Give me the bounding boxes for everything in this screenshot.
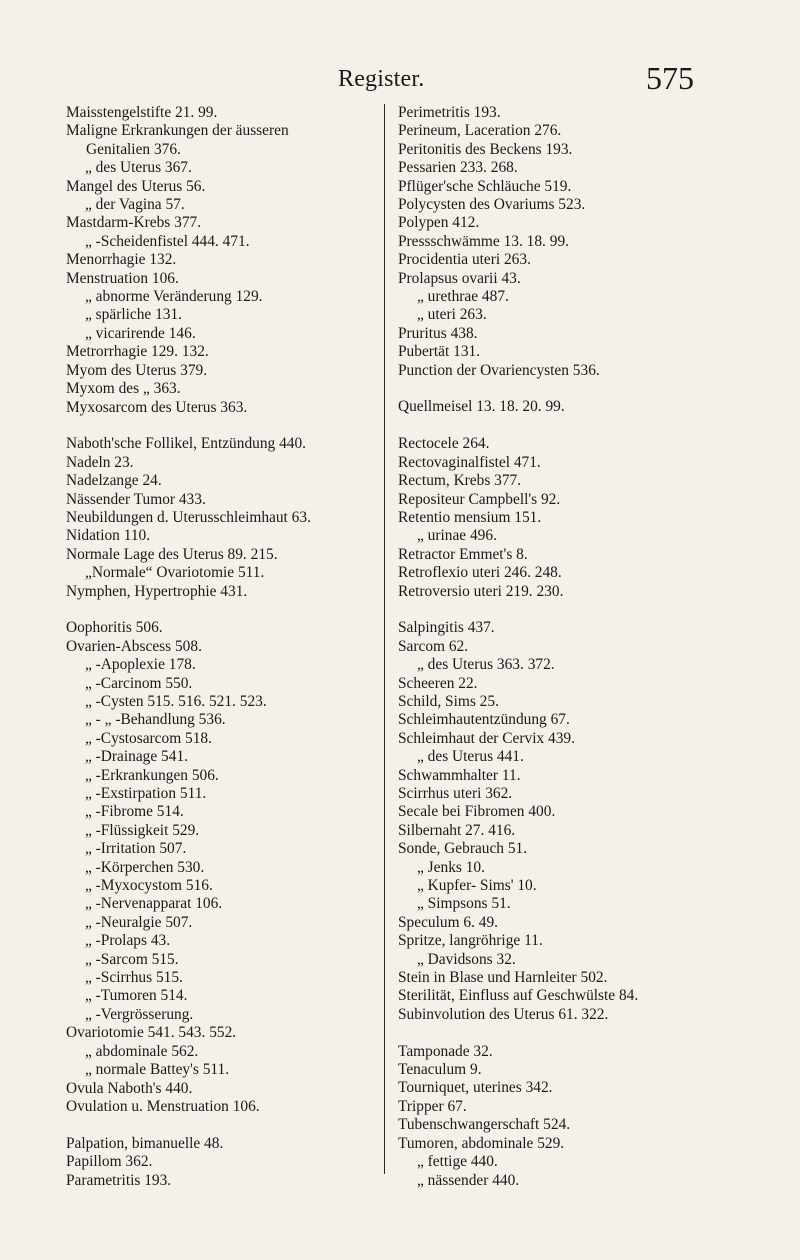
index-entry: Normale Lage des Uterus 89. 215.	[66, 545, 278, 563]
index-entry: Scheeren 22.	[398, 674, 478, 692]
index-group-n	[66, 435, 386, 601]
index-entry: Sonde, Gebrauch 51.	[398, 840, 528, 858]
index-entry: „ fettige 440.	[417, 1153, 498, 1171]
index-entry: „ -Erkrankungen 506.	[85, 766, 219, 784]
index-entry: „ -Myxocystom 516.	[85, 877, 213, 895]
index-entry: „ -Nervenapparat 106.	[85, 895, 223, 913]
index-entry: Myxom des „ 363.	[66, 380, 181, 398]
index-entry: „ -Cysten 515. 516. 521. 523.	[85, 692, 267, 710]
index-entry: „ normale Battey's 511.	[85, 1061, 230, 1079]
index-entry: Sterilität, Einfluss auf Geschwülste 84.	[398, 987, 639, 1005]
index-entry: Punction der Ovariencysten 536.	[398, 361, 600, 379]
index-entry: „ -Tumoren 514.	[85, 987, 188, 1005]
index-entry: „ abnorme Veränderung 129.	[85, 288, 263, 306]
index-group-m	[66, 104, 386, 417]
index-entry: Neubildungen d. Uterusschleimhaut 63.	[66, 508, 311, 526]
left-column	[66, 104, 386, 1208]
index-entry: Schleimhautentzündung 67.	[398, 711, 570, 729]
index-entry: „ urethrae 487.	[417, 288, 509, 306]
index-entry: „ -Vergrösserung.	[85, 1005, 194, 1023]
index-entry: Procidentia uteri 263.	[398, 251, 531, 269]
index-entry: Secale bei Fibromen 400.	[398, 803, 556, 821]
index-group-o	[66, 619, 386, 1116]
index-entry: Ovariotomie 541. 543. 552.	[66, 1024, 237, 1042]
index-entry: Ovulation u. Menstruation 106.	[66, 1097, 260, 1115]
index-entry: Pessarien 233. 268.	[398, 159, 518, 177]
index-entry: „ -Prolaps 43.	[85, 932, 171, 950]
index-entry: Papillom 362.	[66, 1153, 153, 1171]
index-entry: Scirrhus uteri 362.	[398, 784, 513, 802]
index-entry: „ -Neuralgie 507.	[85, 913, 193, 931]
index-entry: Nadelzange 24.	[66, 472, 162, 490]
index-entry: Menorrhagie 132.	[66, 251, 177, 269]
index-entry: Quellmeisel 13. 18. 20. 99.	[398, 398, 565, 416]
index-entry: Schwammhalter 11.	[398, 766, 521, 784]
index-entry: Mastdarm-Krebs 377.	[66, 214, 202, 232]
index-group-r	[398, 435, 778, 601]
index-entry: „ abdominale 562.	[85, 1042, 199, 1060]
index-entry: Ovula Naboth's 440.	[66, 1079, 193, 1097]
index-entry: „Normale“ Ovariotomie 511.	[85, 564, 265, 582]
index-entry: Nadeln 23.	[66, 453, 134, 471]
index-entry: Mangel des Uterus 56.	[66, 177, 206, 195]
index-entry: „ spärliche 131.	[85, 306, 183, 324]
index-entry: Schleimhaut der Cervix 439.	[398, 729, 575, 747]
index-entry: Silbernaht 27. 416.	[398, 821, 516, 839]
index-entry: Ovarien-Abscess 508.	[66, 637, 202, 655]
index-entry: Rectum, Krebs 377.	[398, 472, 522, 490]
index-entry: Tourniquet, uterines 342.	[398, 1079, 553, 1097]
index-entry: Schild, Sims 25.	[398, 692, 499, 710]
index-entry: Salpingitis 437.	[398, 619, 495, 637]
index-entry: Myxosarcom des Uterus 363.	[66, 398, 248, 416]
index-entry: Tenaculum 9.	[398, 1061, 482, 1079]
index-entry: „ -Sarcom 515.	[85, 950, 179, 968]
index-entry: „ Davidsons 32.	[417, 950, 516, 968]
index-entry: „ -Apoplexie 178.	[85, 656, 196, 674]
index-entry: „ nässender 440.	[417, 1171, 520, 1189]
index-entry: Retroflexio uteri 246. 248.	[398, 564, 562, 582]
index-entry: Stein in Blase und Harnleiter 502.	[398, 969, 608, 987]
index-entry: Pubertät 131.	[398, 343, 481, 361]
index-entry: Pressschwämme 13. 18. 99.	[398, 232, 569, 250]
index-entry: Menstruation 106.	[66, 269, 179, 287]
index-entry: Myom des Uterus 379.	[66, 361, 208, 379]
index-entry: Tripper 67.	[398, 1097, 467, 1115]
index-group-s	[398, 619, 778, 1024]
index-entry: „ - „ -Behandlung 536.	[85, 711, 226, 729]
index-entry: „ vicarirende 146.	[85, 324, 196, 342]
index-entry: „ -Körperchen 530.	[85, 858, 205, 876]
index-group-p	[398, 104, 778, 380]
index-entry: „ der Vagina 57.	[85, 196, 185, 214]
index-group-p-left	[66, 1135, 386, 1190]
page-number: 575	[646, 60, 694, 96]
index-entry: Retentio mensium 151.	[398, 508, 542, 526]
index-entry: Nidation 110.	[66, 527, 151, 545]
index-entry: Nymphen, Hypertrophie 431.	[66, 582, 248, 600]
index-entry: Perineum, Laceration 276.	[398, 122, 562, 140]
index-entry: Maligne Erkrankungen der äusseren	[66, 122, 289, 140]
index-entry: „ des Uterus 363. 372.	[417, 656, 555, 674]
index-entry: „ -Fibrome 514.	[85, 803, 184, 821]
index-entry: Tamponade 32.	[398, 1042, 493, 1060]
index-group-q	[398, 398, 778, 416]
index-entry: Retractor Emmet's 8.	[398, 545, 528, 563]
index-entry: Subinvolution des Uterus 61. 322.	[398, 1005, 609, 1023]
index-entry: Pflüger'sche Schläuche 519.	[398, 177, 572, 195]
index-entry: Maisstengelstifte 21. 99.	[66, 104, 218, 121]
index-entry: „ -Cystosarcom 518.	[85, 729, 212, 747]
index-entry: „ Simpsons 51.	[417, 895, 511, 913]
page-title: Register.	[338, 66, 425, 92]
index-entry: Metrorrhagie 129. 132.	[66, 343, 209, 361]
index-entry: Retroversio uteri 219. 230.	[398, 582, 564, 600]
right-column	[398, 104, 778, 1208]
index-entry: Prolapsus ovarii 43.	[398, 269, 521, 287]
index-entry: „ -Irritation 507.	[85, 840, 187, 858]
index-entry: Sarcom 62.	[398, 637, 469, 655]
index-entry: Repositeur Campbell's 92.	[398, 490, 561, 508]
index-entry: „ -Exstirpation 511.	[85, 785, 207, 802]
index-entry: Nässender Tumor 433.	[66, 490, 206, 508]
index-entry: „ Jenks 10.	[417, 858, 485, 876]
index-entry: Parametritis 193.	[66, 1171, 172, 1189]
index-entry: „ des Uterus 441.	[417, 748, 524, 766]
index-entry: Rectovaginalfistel 471.	[398, 453, 541, 471]
index-entry: Rectocele 264.	[398, 435, 490, 453]
index-entry: Genitalien 376.	[86, 140, 181, 158]
index-entry: „ des Uterus 367.	[85, 159, 192, 177]
index-entry: Pruritus 438.	[398, 324, 478, 342]
index-entry: „ uteri 263.	[417, 306, 487, 324]
index-entry: „ -Drainage 541.	[85, 748, 188, 766]
index-entry: „ -Flüssigkeit 529.	[85, 821, 200, 839]
index-entry: Naboth'sche Follikel, Entzündung 440.	[66, 435, 307, 453]
index-entry: Polypen 412.	[398, 214, 480, 232]
index-entry: Palpation, bimanuelle 48.	[66, 1134, 224, 1152]
index-group-t	[398, 1043, 778, 1190]
index-entry: „ -Carcinom 550.	[85, 674, 193, 692]
index-entry: Peritonitis des Beckens 193.	[398, 140, 573, 158]
page-header	[0, 58, 800, 98]
index-entry: „ Kupfer- Sims' 10.	[417, 877, 537, 895]
index-entry: „ -Scirrhus 515.	[85, 969, 183, 987]
index-entry: „ -Scheidenfistel 444. 471.	[85, 232, 250, 250]
index-entry: Polycysten des Ovariums 523.	[398, 196, 586, 214]
index-entry: Spritze, langröhrige 11.	[398, 932, 543, 950]
index-entry: Speculum 6. 49.	[398, 913, 499, 931]
index-entry: „ urinae 496.	[417, 527, 497, 545]
index-entry: Tumoren, abdominale 529.	[398, 1134, 565, 1152]
index-entry: Oophoritis 506.	[66, 619, 163, 637]
index-entry: Tubenschwangerschaft 524.	[398, 1116, 571, 1134]
index-entry: Perimetritis 193.	[398, 104, 501, 121]
